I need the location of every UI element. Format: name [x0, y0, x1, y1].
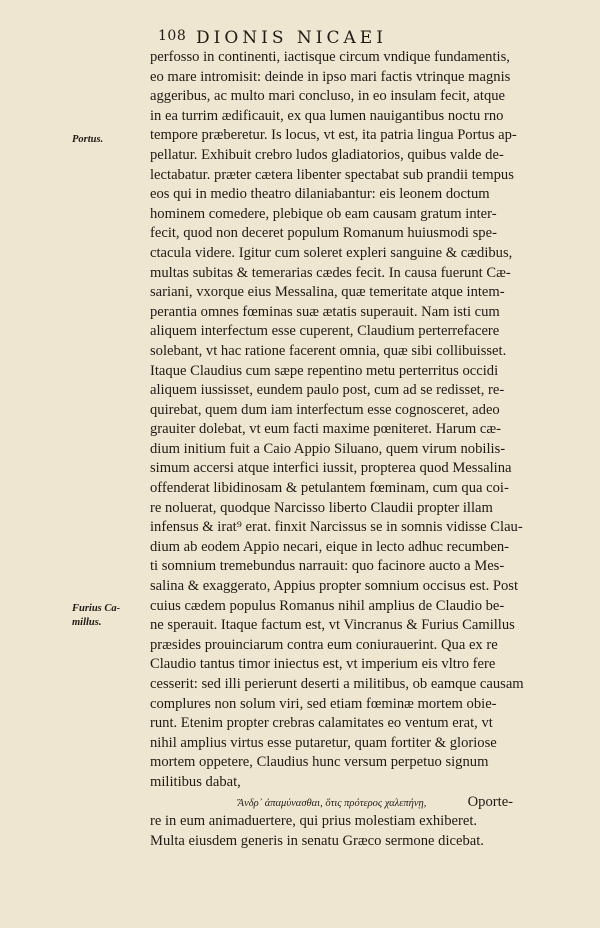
running-head: [158, 28, 458, 50]
text-line: militibus dabat,: [150, 773, 241, 790]
text-line: pellatur. Exhibuit crebro ludos gladiatorios, quibus valde de-: [150, 146, 504, 163]
text-line: complures non solum viri, sed etiam fœminæ mortem obie-: [150, 695, 497, 712]
text-line: mortem oppetere, Claudius hunc versum perpetuo signum: [150, 754, 489, 771]
text-line: hominem comedere, plebique ob eam causam gratum inter-: [150, 205, 497, 222]
text-line: offenderat libidinosam & petulantem fœminam, cum qua coi-: [150, 480, 509, 497]
body-text: [150, 48, 570, 851]
text-line: dium ab eodem Appio necari, eique in lecto adhuc recumben-: [150, 538, 510, 555]
text-line: eo mare intromisit: deinde in ipso mari factis vtrinque magnis: [150, 68, 511, 85]
text-line: tempore præberetur. Is locus, vt est, ita patria lingua Portus ap-: [150, 127, 517, 144]
text-line: præsides prouinciarum contra eum coniurauerint. Qua ex re: [150, 636, 498, 653]
text-line: eos qui in medio theatro dilaniabantur: eis leonem doctum: [150, 186, 490, 203]
text-line: ti somnium tremebundus narrauit: quo facinore aucto a Mes-: [150, 558, 505, 575]
text-line: ctacula videre. Igitur cum soleret expleri sanguine & cædibus,: [150, 244, 513, 261]
greek-verse: Ἄνδρ᾽ ἀπαμύνασθαι, ὅτις πρότερος χαλεπήνῃ,: [237, 797, 427, 809]
text-line: solebant, vt hac ratione facerent omnia, quæ sibi collibuisset.: [150, 342, 507, 359]
text-line: salina & exaggerato, Appius propter somnium occisus est. Post: [150, 578, 519, 595]
running-title: DIONIS NICAEI: [196, 28, 387, 48]
marginal-note-portus: Portus.: [72, 134, 104, 145]
text-line: grauiter dolebat, vt eum facti maxime pœniteret. Harum cæ-: [150, 421, 501, 438]
text-line: multas subitas & temerarias cædes fecit. In causa fuerunt Cæ-: [150, 264, 511, 281]
page-number: 108: [158, 28, 187, 44]
text-line: nihil amplius virtus esse putaretur, quam fortiter & gloriose: [150, 734, 497, 751]
text-line: ne sperauit. Itaque factum est, vt Vincranus & Furius Camillus: [150, 617, 515, 634]
marginal-note-furius-1: Furius Ca-: [72, 603, 121, 614]
text-line: quirebat, quem dum iam interfectum esse cognosceret, adeo: [150, 401, 500, 418]
text-line: cuius cædem populus Romanus nihil amplius de Claudio be-: [150, 597, 505, 614]
greek-verse-line: [150, 793, 570, 813]
text-line: sariani, vxorque eius Messalina, quæ temeritate atque intem-: [150, 284, 505, 301]
greek-continuation: Oporte-: [467, 793, 514, 810]
text-line: runt. Etenim propter crebras calamitates eo ventum erat, vt: [150, 715, 493, 732]
text-line: dium initium fuit a Caio Appio Siluano, quem virum nobilis-: [150, 440, 506, 457]
text-line: Itaque Claudius cum sæpe repentino metu perterritus occidi: [150, 362, 499, 379]
text-line: in ea turrim ædificauit, ex qua lumen nauigantibus noctu rno: [150, 107, 504, 124]
text-line: re noluerat, quodque Narcisso liberto Claudii propter illam: [150, 499, 493, 516]
text-line: perfosso in continenti, iactisque circum vndique fundamentis,: [150, 49, 510, 65]
text-line: fecit, quod non deceret populum Romanum huiusmodi spe-: [150, 225, 497, 242]
text-line: lectabatur. præter cætera libenter spectabat sub prandii tempus: [150, 166, 514, 183]
marginal-note-furius-2: millus.: [72, 617, 102, 628]
text-lines: [150, 48, 570, 793]
text-line: cesserit: sed illi perierunt deserti a militibus, ob eamque causam: [150, 676, 524, 692]
text-line: aliquem interfectum esse cuperent, Claudium perterrefacere: [150, 323, 500, 340]
text-line: re in eum animaduertere, qui prius molestiam exhiberet.: [150, 813, 478, 830]
text-line: aggeribus, ac multo mari concluso, in eo insulam fecit, atque: [150, 88, 506, 105]
text-line: Claudio tantus timor iniectus est, vt imperium eis vltro fere: [150, 656, 496, 673]
text-line: perantia omnes fœminas suæ ætatis superauit. Nam isti cum: [150, 303, 500, 320]
text-line: aliquem iussisset, eundem paulo post, cum ad se redisset, re-: [150, 382, 505, 399]
text-line: Multa eiusdem generis in senatu Græco sermone dicebat.: [150, 832, 484, 849]
text-line: infensus & irat⁹ erat. finxit Narcissus se in somnis vidisse Clau-: [150, 519, 523, 536]
text-line: simum accersi atque interfici iussit, propterea quod Messalina: [150, 460, 512, 477]
